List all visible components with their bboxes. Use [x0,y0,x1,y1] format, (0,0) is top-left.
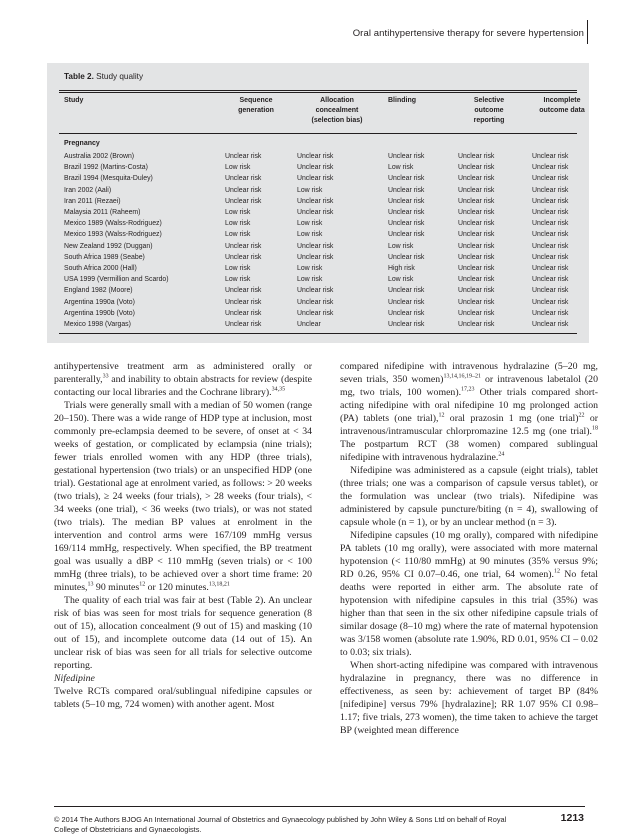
risk-cell: Unclear risk [458,242,495,250]
risk-cell: Low risk [225,220,251,228]
study-cell: Brazil 1992 (Martins-Costa) [64,164,148,172]
study-cell: Mexico 1989 (Walss-Rodriguez) [64,220,162,228]
risk-cell: Unclear risk [388,309,425,317]
text-run: The postpartum RCT (38 women) compared sublingual nifedipine with intravenous hydralazine. [340,439,598,463]
paragraph [340,529,598,659]
footer-rule [54,806,585,807]
risk-cell: Unclear risk [225,309,262,317]
paragraph [54,685,312,711]
text-run: When short-acting nifedipine was compared with intravenous hydralazine in pregnancy, there was no difference in effectiveness, as seen by: achievement of target BP (84% [nifedipine] versus 79% [hydralazine]; RR 1.07 95% CI 0.98–1.17; five trials, 273 women), the time taken to achieve the target BP (weighted mean difference [340,660,598,736]
text-run: antihypertensive treatment arm as administered orally or parenterally, [54,361,312,385]
risk-cell: Low risk [225,209,251,216]
risk-cell: Unclear risk [225,253,262,261]
risk-cell: Unclear risk [458,209,495,216]
study-cell: Australia 2002 (Brown) [64,153,135,160]
risk-cell: Low risk [297,220,323,228]
study-cell: Argentina 1990b (Voto) [64,309,135,317]
risk-cell: Low risk [297,276,323,284]
risk-cell: Unclear risk [458,231,495,239]
table-title: Study quality [96,72,144,81]
column-header-line: outcome [474,107,504,114]
study-cell: USA 1999 (Vermillion and Scardo) [64,276,169,284]
column-header-line: Incomplete [543,97,581,104]
risk-cell: Low risk [225,276,251,284]
text-run: 90 minutes [93,582,140,593]
risk-cell: Unclear risk [458,287,495,295]
page-number: 1213 [560,812,584,824]
risk-cell: Low risk [297,265,323,272]
column-header-line: Sequence [239,97,273,104]
risk-cell: Unclear risk [297,253,334,261]
citation-superscript: 12 [139,581,146,588]
risk-cell: Unclear risk [225,298,262,306]
risk-cell: Unclear risk [225,242,262,250]
text-run: Nifedipine capsules (10 mg orally), compared with nifedipine PA tablets (10 mg orally), were associated with more maternal hypotension (< 110/80 mmHg) at 90 minutes (35% versus 9%; RD 0.26, 95% CI 0.07–0.46, one trial, 64 women). [340,530,598,580]
risk-cell: Low risk [225,265,251,272]
column-header-line: Selective [473,97,505,104]
risk-cell: Unclear risk [225,186,262,194]
risk-cell: Unclear risk [297,209,334,216]
group-label: Pregnancy [64,140,100,147]
study-quality-table [47,63,589,343]
text-run: or intravenous/intramuscular chlorpromazine 12.5 mg (one trial). [340,413,598,437]
citation-superscript: 22 [578,412,585,419]
risk-cell: Unclear risk [388,287,425,295]
text-run: oral prazosin 1 mg (one trial) [444,413,579,424]
column-header-line: Blinding [388,97,416,104]
footer-copyright: © 2014 The Authors BJOG An International Journal of Obstetrics and Gynaecology published by John Wiley & Sons Ltd on behalf of Royal College of Obstetricians and Gynaecologists. [54,815,507,834]
risk-cell: Unclear risk [458,309,495,317]
risk-cell: Low risk [388,164,414,172]
risk-cell: Unclear risk [458,298,495,306]
risk-cell: Unclear [297,321,321,328]
text-run: Other trials compared short-acting nifedipine with oral nifedipine 10 mg prolonged action (PA) tablets (one trial), [340,387,599,424]
risk-cell: Unclear risk [225,287,262,295]
risk-cell: Unclear risk [388,209,425,216]
risk-cell: Unclear risk [225,197,262,205]
study-cell: England 1982 (Moore) [64,287,133,295]
risk-cell: Unclear risk [532,287,569,295]
running-header: Oral antihypertensive therapy for severe hypertension [352,28,584,39]
paragraph [340,659,598,737]
risk-cell: Unclear risk [297,242,334,250]
table-bottom-rule [59,333,577,334]
risk-cell: Unclear risk [297,298,334,306]
citation-superscript: 34,35 [271,386,286,393]
column-header-line: concealment [315,107,359,114]
risk-cell: Low risk [297,231,323,239]
text-run: or 120 minutes. [145,582,209,593]
text-run: compared nifedipine with intravenous hydralazine (5–20 mg, seven trials, 350 women) [340,361,598,385]
risk-cell: Unclear risk [532,175,569,183]
paragraph [54,360,312,399]
risk-cell: Unclear risk [458,276,495,284]
risk-cell: Unclear risk [388,175,425,183]
risk-cell: Unclear risk [458,197,495,205]
risk-cell: Unclear risk [297,197,334,205]
citation-superscript: 18 [592,425,598,432]
table-caption [64,72,143,81]
paragraph [54,399,312,594]
risk-cell: Unclear risk [458,186,495,194]
risk-cell: Unclear risk [458,164,495,172]
risk-cell: Unclear risk [532,321,569,328]
paragraph [340,360,598,464]
study-cell: Iran 2002 (Aali) [64,186,112,194]
citation-superscript: 33 [102,373,109,380]
text-run: Trials were generally small with a median of 50 women (range 20–150). There was a wide range of HDP type at inclusion, most commonly pre-eclampsia deemed to be severe, of onset at < 34 weeks of gestation, or complicated by eclampsia (nine trials); fewer trials enrolled women with any HDP (three trials), gestational hypertension (two trials) or an unspecified HDP (one trial). Gestational age at enrolment varied, as follows: > 20 weeks (two trials), ≥ 24 weeks (four trials), > 28 weeks (four trials), < 34 weeks (one trial), < 36 weeks (two trials), or was not stated (two trials). The median BP values at enrolment in the intervention and control arms were 167/109 mmHg versus 169/114 mmHg, respectively. When specified, the BP treatment goal was usually a dBP < 110 mmHg (seven trials) or < 100 mmHg (three trials), to be achieved over a short time frame: 20 minutes, [54,400,312,593]
risk-cell: Unclear risk [532,164,569,172]
citation-superscript: 13,14,16,19–21 [443,373,481,380]
column-header [388,96,416,106]
paragraph [54,594,312,672]
risk-cell: Unclear risk [297,287,334,295]
risk-cell: Unclear risk [458,175,495,183]
column-header [64,96,83,106]
risk-cell: Unclear risk [225,175,262,183]
risk-cell: Unclear risk [388,231,425,239]
risk-cell: High risk [388,265,415,272]
risk-cell: Unclear risk [532,153,569,160]
risk-cell: Unclear risk [458,253,495,261]
risk-cell: Unclear risk [388,153,425,160]
risk-cell: Unclear risk [532,186,569,194]
section-heading [54,672,312,685]
risk-cell: Low risk [297,186,323,194]
risk-cell: Low risk [388,242,414,250]
risk-cell: Unclear risk [532,197,569,205]
text-run: or intravenous labetalol (20 mg, two trials, 100 women). [340,374,598,398]
risk-cell: Unclear risk [532,253,569,261]
risk-cell: Unclear risk [532,242,569,250]
risk-cell: Unclear risk [297,153,334,160]
risk-cell: Unclear risk [297,164,334,172]
risk-cell: Low risk [225,231,251,239]
header-rule [587,20,588,44]
study-cell: Brazil 1994 (Mesquita-Duley) [64,175,153,183]
text-run: No fetal deaths were reported in either arm. The absolute rate of hypotension with nifedipine capsules in this trial (35%) was higher than that seen in the six other nifedipine capsule trials of similar dosage (8–10 mg) where the rate of maternal hypotension was 3/158 women (absolute rate 1.90%, RD 0.01, 95% CI – 0.02 to 0.03; six trials). [340,569,598,658]
header-bottom-rule [59,133,577,134]
risk-cell: Unclear risk [388,321,425,328]
risk-cell: Unclear risk [532,298,569,306]
study-cell: Argentina 1990a (Voto) [64,298,135,306]
citation-superscript: 13,18,21 [208,581,230,588]
caption-rule [59,90,577,91]
risk-cell: Unclear risk [532,209,569,216]
column-header-line: generation [238,107,274,114]
risk-cell: Unclear risk [388,197,425,205]
risk-cell: Unclear risk [225,153,262,160]
body-column-left [54,360,312,711]
risk-cell: Unclear risk [297,175,334,183]
column-header [211,96,301,116]
citation-superscript: 17,23 [461,386,475,393]
study-cell: Mexico 1993 (Walss-Rodriguez) [64,231,162,239]
text-run: Nifedipine [54,673,95,684]
risk-cell: Unclear risk [532,220,569,228]
text-run: The quality of each trial was fair at best (Table 2). An unclear risk of bias was seen for most trials for sequence generation (8 out of 15), allocation concealment (9 out of 15) and masking (10 out of 15), and incomplete outcome data (14 out of 15). An unclear risk of bias was seen for all trials for selective outcome reporting. [54,595,312,671]
table-label: Table 2. [64,72,94,81]
risk-cell: Unclear risk [532,231,569,239]
risk-cell: Unclear risk [388,298,425,306]
risk-cell: Low risk [388,276,414,284]
column-header-line: Study [64,97,84,104]
risk-cell: Unclear risk [388,220,425,228]
citation-superscript: 12 [438,412,445,419]
risk-cell: Unclear risk [458,265,495,272]
risk-cell: Unclear risk [297,309,334,317]
study-cell: South Africa 1989 (Seabe) [64,253,145,261]
column-header-line: Allocation [320,97,354,104]
study-cell: Iran 2011 (Rezaei) [64,197,121,205]
body-column-right [340,360,598,737]
column-header-line: (selection bias) [311,117,363,124]
citation-superscript: 13 [87,581,94,588]
risk-cell: Unclear risk [458,321,495,328]
citation-superscript: 24 [498,451,505,458]
column-header [517,96,607,116]
header-top-rule [59,92,577,93]
column-header-line: reporting [473,117,505,124]
risk-cell: Unclear risk [388,186,425,194]
text-run: Nifedipine was administered as a capsule (eight trials), tablet (three trials; one was a comparison of capsule versus tablet), or the formulation was unclear (two trials). Nifedipine was administered by capsule puncture/biting (n = 4), swallowing of capsule whole (n = 1), or by an unclear method (n = 3). [340,465,598,528]
risk-cell: Low risk [225,164,251,172]
risk-cell: Unclear risk [532,265,569,272]
risk-cell: Unclear risk [458,220,495,228]
column-header [292,96,382,126]
study-cell: Mexico 1998 (Vargas) [64,321,131,328]
risk-cell: Unclear risk [225,321,262,328]
paragraph [340,464,598,529]
study-cell: New Zealand 1992 (Duggan) [64,242,153,250]
risk-cell: Unclear risk [458,153,495,160]
risk-cell: Unclear risk [532,276,569,284]
citation-superscript: 12 [553,568,560,575]
text-run: Twelve RCTs compared oral/sublingual nifedipine capsules or tablets (5–10 mg, 724 women) with another agent. Most [54,686,312,710]
column-header-line: outcome data [539,107,585,114]
study-cell: Malaysia 2011 (Raheem) [64,209,141,216]
text-run: and inability to obtain abstracts for review (despite contacting our local libraries and the Cochrane library). [54,374,312,398]
study-cell: South Africa 2000 (Hall) [64,265,137,272]
risk-cell: Unclear risk [532,309,569,317]
risk-cell: Unclear risk [388,253,425,261]
